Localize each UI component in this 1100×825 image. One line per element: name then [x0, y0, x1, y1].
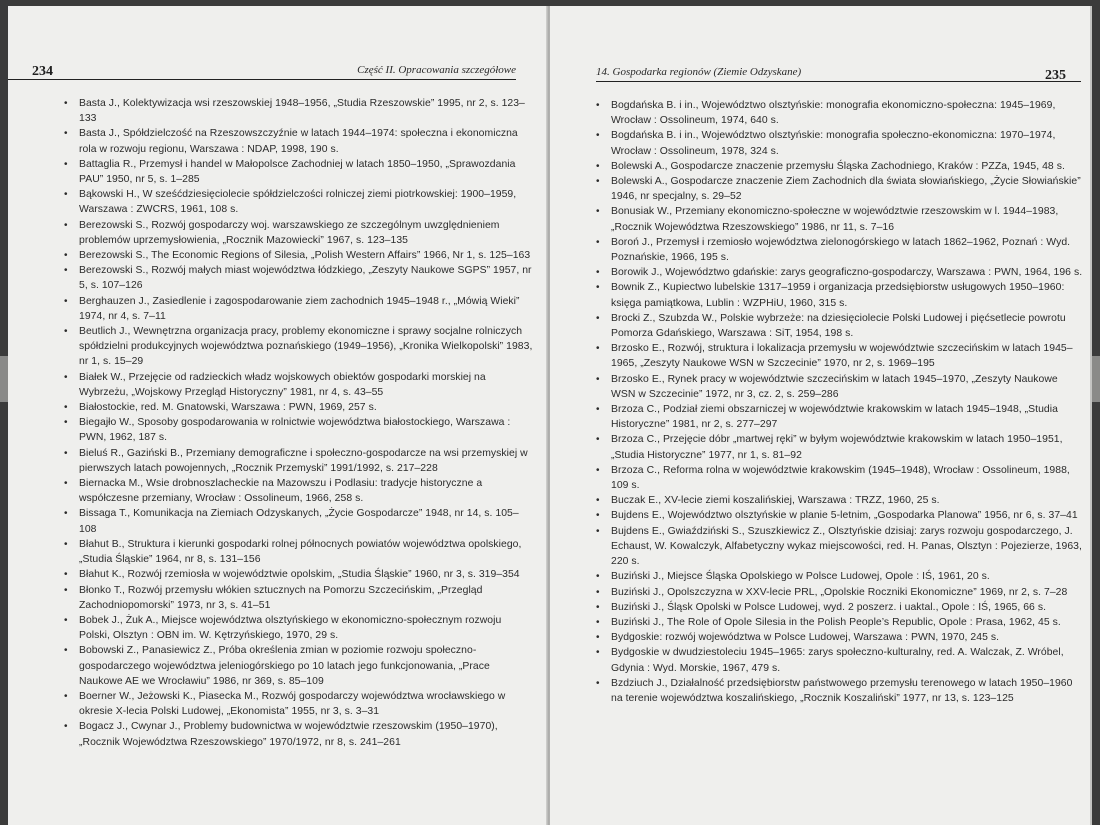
bibliography-entry: • Berghauzen J., Zasiedlenie i zagospodarowanie ziem zachodnich 1945–1948 r., „Mówią Wieki” 1974, nr 4, s. 7–11 — [64, 294, 534, 324]
bibliography-entry: • Bobowski Z., Panasiewicz Z., Próba określenia zmian w poziomie rozwoju społeczno-gospodarczego województwa jeleniogórskiego po 10 latach jego funkcjonowania, „Prace Naukowe AE we Wrocławiu” 1986, nr 369, s. 85–109 — [64, 643, 534, 689]
page-number: 234 — [32, 64, 53, 79]
bibliography-entry: • Bogdańska B. i in., Województwo olsztyńskie: monografia ekonomiczno-społeczna: 1945–1969, Wrocław : Ossolineum, 1974, 640 s. — [596, 98, 1084, 128]
bibliography-entry: • Bujdens E., Gwiaździński S., Szuszkiewicz Z., Olsztyńskie dzisiaj: zarys rozwoju gospodarczego, J. Echaust, W. Kowalczyk, Alfabetyczny wykaz miejscowości, red. H. Panas, Olsztyn : Pojezierze, 1963, 220 s. — [596, 524, 1084, 570]
bibliography-entry: • Bydgoskie: rozwój województwa w Polsce Ludowej, Warszawa : PWN, 1970, 245 s. — [596, 630, 1084, 645]
bibliography-entry: • Bogacz J., Cwynar J., Problemy budownictwa w województwie rzeszowskim (1950–1970), „Rocznik Województwa Rzeszowskiego” 1970/1972, nr 8, s. 241–261 — [64, 719, 534, 749]
bibliography-entry: • Buziński J., Miejsce Śląska Opolskiego w Polsce Ludowej, Opole : IŚ, 1961, 20 s. — [596, 569, 1084, 584]
bibliography-entry: • Battaglia R., Przemysł i handel w Małopolsce Zachodniej w latach 1850–1950, „Sprawozdania PAU” 1950, nr 5, s. 1–285 — [64, 157, 534, 187]
bibliography-entry: • Błahut K., Rozwój rzemiosła w województwie opolskim, „Studia Śląskie” 1960, nr 3, s. 319–354 — [64, 567, 534, 582]
margin-tab-marker — [1092, 356, 1100, 402]
bibliography-entry: • Beutlich J., Wewnętrzna organizacja pracy, problemy ekonomiczne i sprawy socjalne rolniczych spółdzielni produkcyjnych województwa poznańskiego (1949–1956), „Kronika Wielkopolski” 1983, nr 1, s. 15–29 — [64, 324, 534, 370]
bibliography-entry: • Bieluś R., Gaziński B., Przemiany demograficzne i społeczno-gospodarcze na wsi przemyskiej w pierwszych latach powojennych, „Rocznik Przemyski” 1991/1992, s. 217–228 — [64, 446, 534, 476]
bibliography-entry: • Bobek J., Żuk A., Miejsce województwa olsztyńskiego w ekonomiczno-społecznym rozwoju Polski, Olsztyn : OBN im. W. Kętrzyńskiego, 1970, 29 s. — [64, 613, 534, 643]
bibliography-list — [596, 98, 1084, 706]
bibliography-entry: • Bąkowski H., W sześćdziesięciolecie spółdzielczości rolniczej ziemi piotrkowskiej: 1900–1959, Warszawa : ZWCRS, 1961, 108 s. — [64, 187, 534, 217]
bibliography-entry: • Bonusiak W., Przemiany ekonomiczno-społeczne w województwie rzeszowskim w l. 1944–1983, „Rocznik Województwa Rzeszowskiego” 1986, nr 11, s. 7–16 — [596, 204, 1084, 234]
page-edge — [1090, 6, 1092, 825]
bibliography-list — [64, 96, 534, 750]
bibliography-entry: • Brocki Z., Szubzda W., Polskie wybrzeże: na dziesięciolecie Polski Ludowej i pięćsetlecie powrotu Pomorza Gdańskiego, Warszawa : SiT, 1954, 198 s. — [596, 311, 1084, 341]
bibliography-entry: • Bolewski A., Gospodarcze znaczenie przemysłu Śląska Zachodniego, Kraków : PZZa, 1945, 48 s. — [596, 159, 1084, 174]
bibliography-entry: • Biegajło W., Sposoby gospodarowania w rolnictwie województwa białostockiego, Warszawa : PWN, 1962, 187 s. — [64, 415, 534, 445]
bibliography-entry: • Bolewski A., Gospodarcze znaczenie Ziem Zachodnich dla świata słowiańskiego, „Życie Słowiańskie” 1946, nr specjalny, s. 29–52 — [596, 174, 1084, 204]
left-page — [8, 6, 548, 825]
bibliography-entry: • Bujdens E., Województwo olsztyńskie w planie 5-letnim, „Gospodarka Planowa” 1956, nr 6, s. 37–41 — [596, 508, 1084, 523]
bibliography-entry: • Brzoza C., Przejęcie dóbr „martwej ręki” w byłym województwie krakowskim w latach 1950–1951, „Studia Historyczne” 1977, nr 1, s. 81–92 — [596, 432, 1084, 462]
bibliography-entry: • Buczak E., XV-lecie ziemi koszalińskiej, Warszawa : TRZZ, 1960, 25 s. — [596, 493, 1084, 508]
running-head: Część II. Opracowania szczegółowe — [357, 64, 516, 76]
page-number: 235 — [1045, 68, 1066, 83]
bibliography-entry: • Basta J., Spółdzielczość na Rzeszowszczyźnie w latach 1944–1974: społeczna i ekonomiczna rola w rozwoju regionu, Warszawa : NDAP, 1998, 190 s. — [64, 126, 534, 156]
bibliography-entry: • Berezowski S., Rozwój małych miast województwa łódzkiego, „Zeszyty Naukowe SGPS” 1957, nr 5, s. 107–126 — [64, 263, 534, 293]
margin-tab-marker — [0, 356, 8, 402]
bibliography-entry: • Błonko T., Rozwój przemysłu włókien sztucznych na Pomorzu Szczecińskim, „Przegląd Zachodniopomorski” 1973, nr 3, s. 41–51 — [64, 583, 534, 613]
bibliography-entry: • Boerner W., Jeżowski K., Piasecka M., Rozwój gospodarczy województwa wrocławskiego w okresie X-lecia Polski Ludowej, „Ekonomista” 1955, nr 3, s. 3–31 — [64, 689, 534, 719]
bibliography-entry: • Buziński J., The Role of Opole Silesia in the Polish People’s Republic, Opole : Prasa, 1962, 45 s. — [596, 615, 1084, 630]
bibliography-entry: • Berezowski S., Rozwój gospodarczy woj. warszawskiego ze szczególnym uwzględnieniem problemów uprzemysłowienia, „Rocznik Mazowiecki” 1967, s. 123–135 — [64, 218, 534, 248]
bibliography-entry: • Borowik J., Województwo gdańskie: zarys geograficzno-gospodarczy, Warszawa : PWN, 1964, 196 s. — [596, 265, 1084, 280]
bibliography-entry: • Bogdańska B. i in., Województwo olsztyńskie: monografia społeczno-ekonomiczna: 1970–1974, Wrocław : Ossolineum, 1978, 324 s. — [596, 128, 1084, 158]
bibliography-entry: • Brzosko E., Rozwój, struktura i lokalizacja przemysłu w województwie szczecińskim w latach 1945–1965, „Zeszyty Naukowe WSN w Szczecinie” 1970, nr 2, s. 1969–195 — [596, 341, 1084, 371]
bibliography-entry: • Biernacka M., Wsie drobnoszlacheckie na Mazowszu i Podlasiu: tradycje historyczne a współczesne przemiany, Wrocław : Ossolineum, 1966, 258 s. — [64, 476, 534, 506]
bibliography-entry: • Brzoza C., Reforma rolna w województwie krakowskim (1945–1948), Wrocław : Ossolineum, 1988, 109 s. — [596, 463, 1084, 493]
bibliography-entry: • Brzoza C., Podział ziemi obszarniczej w województwie krakowskim w latach 1945–1948, „Studia Historyczne” 1981, nr 2, s. 277–297 — [596, 402, 1084, 432]
right-page — [550, 6, 1092, 825]
bibliography-entry: • Błahut B., Struktura i kierunki gospodarki rolnej północnych powiatów województwa opolskiego, „Studia Śląskie” 1964, nr 8, s. 131–156 — [64, 537, 534, 567]
running-head: 14. Gospodarka regionów (Ziemie Odzyskane) — [596, 66, 1081, 82]
bibliography-entry: • Basta J., Kolektywizacja wsi rzeszowskiej 1948–1956, „Studia Rzeszowskie” 1995, nr 2, s. 123–133 — [64, 96, 534, 126]
bibliography-entry: • Białostockie, red. M. Gnatowski, Warszawa : PWN, 1969, 257 s. — [64, 400, 534, 415]
bibliography-entry: • Białek W., Przejęcie od radzieckich władz wojskowych obiektów gospodarki morskiej na Wybrzeżu, „Wojskowy Przegląd Historyczny” 1981, nr 4, s. 43–55 — [64, 370, 534, 400]
bibliography-entry: • Bownik Z., Kupiectwo lubelskie 1317–1959 i organizacja przedsiębiorstw usługowych 1950–1960: księga pamiątkowa, Lublin : WZPHiU, 1960, 315 s. — [596, 280, 1084, 310]
bibliography-entry: • Brzosko E., Rynek pracy w województwie szczecińskim w latach 1945–1970, „Zeszyty Naukowe WSN w Szczecinie” 1972, nr 3, cz. 2, s. 259–286 — [596, 372, 1084, 402]
bibliography-entry: • Berezowski S., The Economic Regions of Silesia, „Polish Western Affairs” 1966, Nr 1, s. 125–163 — [64, 248, 534, 263]
bibliography-entry: • Bzdziuch J., Działalność przedsiębiorstw państwowego przemysłu terenowego w latach 1950–1960 na terenie województwa koszalińskiego, „Rocznik Koszaliński” 1977, nr 13, s. 123–125 — [596, 676, 1084, 706]
bibliography-entry: • Boroń J., Przemysł i rzemiosło województwa zielonogórskiego w latach 1862–1962, Poznań : Wyd. Poznańskie, 1966, 195 s. — [596, 235, 1084, 265]
book-spread — [8, 6, 1092, 825]
bibliography-entry: • Bissaga T., Komunikacja na Ziemiach Odzyskanych, „Życie Gospodarcze” 1948, nr 14, s. 105–108 — [64, 506, 534, 536]
bibliography-entry: • Buziński J., Opolszczyzna w XXV-lecie PRL, „Opolskie Roczniki Ekonomiczne” 1969, nr 2, s. 7–28 — [596, 585, 1084, 600]
bibliography-entry: • Buziński J., Śląsk Opolski w Polsce Ludowej, wyd. 2 poszerz. i uaktal., Opole : IŚ, 1965, 66 s. — [596, 600, 1084, 615]
bibliography-entry: • Bydgoskie w dwudziestoleciu 1945–1965: zarys społeczno-kulturalny, red. A. Walczak, Z. Wróbel, Gdynia : Wyd. Morskie, 1967, 479 s. — [596, 645, 1084, 675]
